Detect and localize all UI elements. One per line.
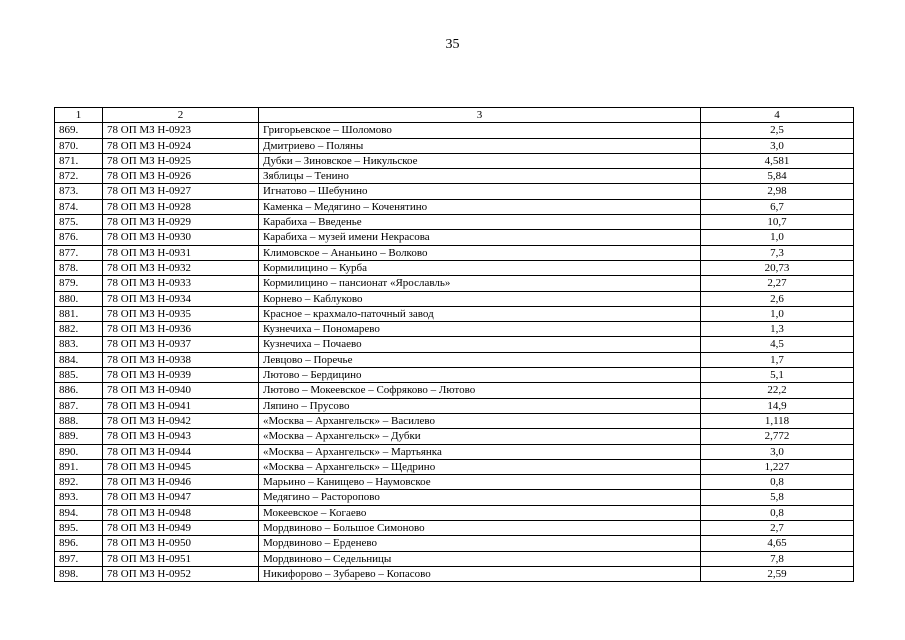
road-id: 78 ОП МЗ Н-0938 (103, 352, 259, 367)
table-row (55, 368, 854, 383)
row-number: 894. (55, 505, 103, 520)
table-row (55, 123, 854, 138)
row-number: 877. (55, 245, 103, 260)
road-name: Кузнечиха – Почаево (259, 337, 701, 352)
road-length: 4,65 (701, 536, 854, 551)
table-row (55, 505, 854, 520)
road-id: 78 ОП МЗ Н-0941 (103, 398, 259, 413)
road-length: 14,9 (701, 398, 854, 413)
road-id: 78 ОП МЗ Н-0950 (103, 536, 259, 551)
road-name: Зяблицы – Тенино (259, 169, 701, 184)
table-row (55, 444, 854, 459)
road-name: Кузнечиха – Пономарево (259, 322, 701, 337)
road-id: 78 ОП МЗ Н-0951 (103, 551, 259, 566)
road-length: 1,118 (701, 413, 854, 428)
road-id: 78 ОП МЗ Н-0932 (103, 260, 259, 275)
road-id: 78 ОП МЗ Н-0933 (103, 276, 259, 291)
road-id: 78 ОП МЗ Н-0924 (103, 138, 259, 153)
row-number: 881. (55, 306, 103, 321)
road-length: 2,7 (701, 521, 854, 536)
row-number: 898. (55, 566, 103, 581)
road-id: 78 ОП МЗ Н-0943 (103, 429, 259, 444)
road-length: 3,0 (701, 138, 854, 153)
road-length: 22,2 (701, 383, 854, 398)
road-name: Климовское – Ананьино – Волково (259, 245, 701, 260)
row-number: 871. (55, 153, 103, 168)
road-name: Каменка – Медягино – Коченятино (259, 199, 701, 214)
table-row (55, 169, 854, 184)
road-length: 2,27 (701, 276, 854, 291)
road-name: Григорьевское – Шоломово (259, 123, 701, 138)
row-number: 880. (55, 291, 103, 306)
table-row (55, 475, 854, 490)
row-number: 891. (55, 459, 103, 474)
road-name: Ляпино – Прусово (259, 398, 701, 413)
road-length: 20,73 (701, 260, 854, 275)
road-id: 78 ОП МЗ Н-0936 (103, 322, 259, 337)
row-number: 884. (55, 352, 103, 367)
road-name: «Москва – Архангельск» – Василево (259, 413, 701, 428)
road-name: Карабиха – Введенье (259, 215, 701, 230)
road-id: 78 ОП МЗ Н-0952 (103, 566, 259, 581)
table-body (55, 123, 854, 582)
road-id: 78 ОП МЗ Н-0940 (103, 383, 259, 398)
road-name: «Москва – Архангельск» – Дубки (259, 429, 701, 444)
road-name: Медягино – Расторопово (259, 490, 701, 505)
road-id: 78 ОП МЗ Н-0937 (103, 337, 259, 352)
row-number: 878. (55, 260, 103, 275)
table-row (55, 153, 854, 168)
road-id: 78 ОП МЗ Н-0926 (103, 169, 259, 184)
road-id: 78 ОП МЗ Н-0946 (103, 475, 259, 490)
road-length: 7,3 (701, 245, 854, 260)
road-length: 1,0 (701, 230, 854, 245)
road-name: Кормилицино – Курба (259, 260, 701, 275)
road-length: 1,3 (701, 322, 854, 337)
road-name: Дмитриево – Поляны (259, 138, 701, 153)
road-length: 1,0 (701, 306, 854, 321)
road-name: Мордвиново – Большое Симоново (259, 521, 701, 536)
header-col-4: 4 (701, 108, 854, 123)
row-number: 888. (55, 413, 103, 428)
road-name: Красное – крахмало-паточный завод (259, 306, 701, 321)
row-number: 892. (55, 475, 103, 490)
road-length: 10,7 (701, 215, 854, 230)
road-length: 4,581 (701, 153, 854, 168)
table-row (55, 398, 854, 413)
road-length: 0,8 (701, 475, 854, 490)
row-number: 875. (55, 215, 103, 230)
header-col-1: 1 (55, 108, 103, 123)
road-name: Игнатово – Шебунино (259, 184, 701, 199)
road-id: 78 ОП МЗ Н-0935 (103, 306, 259, 321)
row-number: 893. (55, 490, 103, 505)
road-length: 2,59 (701, 566, 854, 581)
row-number: 890. (55, 444, 103, 459)
table-row (55, 138, 854, 153)
road-name: Лютово – Мокеевское – Софряково – Лютово (259, 383, 701, 398)
row-number: 886. (55, 383, 103, 398)
road-name: Марьино – Канищево – Наумовское (259, 475, 701, 490)
table-row (55, 521, 854, 536)
road-name: Корнево – Каблуково (259, 291, 701, 306)
road-length: 4,5 (701, 337, 854, 352)
row-number: 889. (55, 429, 103, 444)
page-number: 35 (445, 37, 460, 52)
road-length: 5,84 (701, 169, 854, 184)
road-id: 78 ОП МЗ Н-0944 (103, 444, 259, 459)
road-name: Дубки – Зиновское – Никульское (259, 153, 701, 168)
road-id: 78 ОП МЗ Н-0927 (103, 184, 259, 199)
row-number: 873. (55, 184, 103, 199)
road-id: 78 ОП МЗ Н-0942 (103, 413, 259, 428)
row-number: 876. (55, 230, 103, 245)
table-row (55, 352, 854, 367)
table-row (55, 245, 854, 260)
table-row (55, 429, 854, 444)
road-name: Никифорово – Зубарево – Копасово (259, 566, 701, 581)
road-name: Мордвиново – Седельницы (259, 551, 701, 566)
row-number: 887. (55, 398, 103, 413)
road-name: Левцово – Поречье (259, 352, 701, 367)
road-id: 78 ОП МЗ Н-0948 (103, 505, 259, 520)
road-id: 78 ОП МЗ Н-0925 (103, 153, 259, 168)
table-row (55, 230, 854, 245)
road-length: 2,5 (701, 123, 854, 138)
row-number: 879. (55, 276, 103, 291)
header-col-2: 2 (103, 108, 259, 123)
road-length: 2,772 (701, 429, 854, 444)
row-number: 883. (55, 337, 103, 352)
table-row (55, 413, 854, 428)
table-row (55, 490, 854, 505)
table-row (55, 536, 854, 551)
row-number: 870. (55, 138, 103, 153)
road-id: 78 ОП МЗ Н-0945 (103, 459, 259, 474)
road-id: 78 ОП МЗ Н-0949 (103, 521, 259, 536)
table-row (55, 260, 854, 275)
road-length: 1,7 (701, 352, 854, 367)
road-name: Мокеевское – Когаево (259, 505, 701, 520)
row-number: 869. (55, 123, 103, 138)
road-length: 6,7 (701, 199, 854, 214)
road-name: Мордвиново – Ерденево (259, 536, 701, 551)
road-id: 78 ОП МЗ Н-0931 (103, 245, 259, 260)
row-number: 885. (55, 368, 103, 383)
road-id: 78 ОП МЗ Н-0939 (103, 368, 259, 383)
road-id: 78 ОП МЗ Н-0923 (103, 123, 259, 138)
road-length: 2,6 (701, 291, 854, 306)
road-length: 2,98 (701, 184, 854, 199)
row-number: 872. (55, 169, 103, 184)
table-row (55, 322, 854, 337)
table-row (55, 306, 854, 321)
road-name: Лютово – Бердицино (259, 368, 701, 383)
road-name: Кормилицино – пансионат «Ярославль» (259, 276, 701, 291)
roads-table (54, 107, 854, 582)
road-id: 78 ОП МЗ Н-0930 (103, 230, 259, 245)
road-length: 5,8 (701, 490, 854, 505)
table-row (55, 459, 854, 474)
table-row (55, 383, 854, 398)
table-row (55, 291, 854, 306)
table-row (55, 566, 854, 581)
road-name: «Москва – Архангельск» – Мартьянка (259, 444, 701, 459)
row-number: 897. (55, 551, 103, 566)
table-header-row (55, 108, 854, 123)
table-row (55, 199, 854, 214)
table-row (55, 276, 854, 291)
road-name: Карабиха – музей имени Некрасова (259, 230, 701, 245)
table-row (55, 184, 854, 199)
table-row (55, 215, 854, 230)
road-length: 3,0 (701, 444, 854, 459)
table-row (55, 337, 854, 352)
road-length: 7,8 (701, 551, 854, 566)
row-number: 896. (55, 536, 103, 551)
row-number: 882. (55, 322, 103, 337)
road-length: 0,8 (701, 505, 854, 520)
road-id: 78 ОП МЗ Н-0928 (103, 199, 259, 214)
road-id: 78 ОП МЗ Н-0934 (103, 291, 259, 306)
row-number: 895. (55, 521, 103, 536)
road-name: «Москва – Архангельск» – Щедрино (259, 459, 701, 474)
row-number: 874. (55, 199, 103, 214)
table-row (55, 551, 854, 566)
header-col-3: 3 (259, 108, 701, 123)
road-id: 78 ОП МЗ Н-0929 (103, 215, 259, 230)
road-length: 5,1 (701, 368, 854, 383)
road-id: 78 ОП МЗ Н-0947 (103, 490, 259, 505)
road-length: 1,227 (701, 459, 854, 474)
